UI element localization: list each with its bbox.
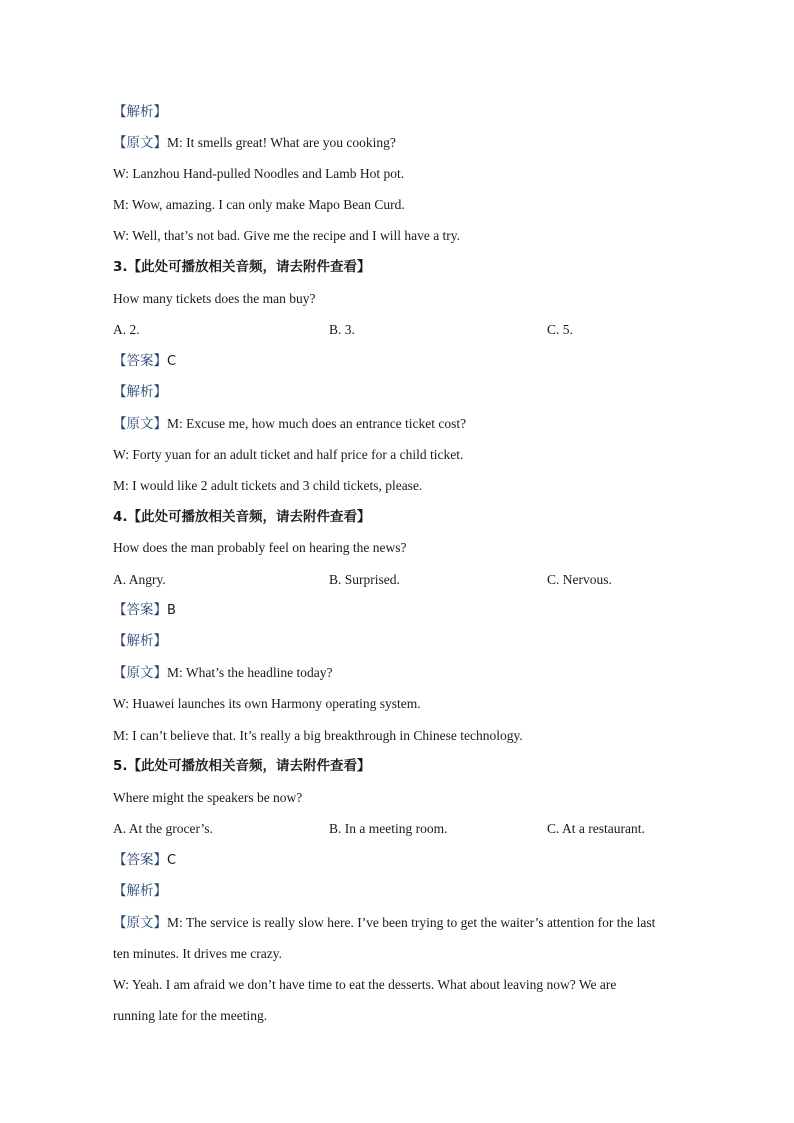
transcript-line: 【原文】M: What’s the headline today? — [113, 665, 333, 681]
question-5-header: 5.【此处可播放相关音频，请去附件查看】 — [113, 758, 371, 774]
question-5-answer: 【答案】C — [113, 852, 177, 868]
question-3-header: 3.【此处可播放相关音频，请去附件查看】 — [113, 259, 371, 275]
question-4-answer: 【答案】B — [113, 602, 176, 618]
transcript-tag: 【原文】 — [113, 135, 167, 151]
answer-value: C — [167, 354, 177, 369]
transcript-line: W: Huawei launches its own Harmony operating system. — [113, 696, 421, 711]
analysis-tag: 【解析】 — [113, 104, 167, 120]
transcript-line: ten minutes. It drives me crazy. — [113, 946, 282, 961]
question-3-text: How many tickets does the man buy? — [113, 291, 316, 306]
question-3-analysis: 【解析】 — [113, 384, 167, 400]
question-3-options — [113, 319, 694, 341]
transcript-line: 【原文】M: The service is really slow here. I’ve been trying to get the waiter’s attention for the last — [113, 915, 656, 931]
option-a: A. Angry. — [113, 572, 166, 587]
question-4-header: 4.【此处可播放相关音频，请去附件查看】 — [113, 509, 371, 525]
answer-value: C — [167, 853, 177, 868]
transcript-text: M: It smells great! What are you cooking? — [167, 135, 396, 150]
option-c: C. 5. — [547, 322, 573, 337]
question-5-analysis: 【解析】 — [113, 883, 167, 899]
transcript-line — [113, 132, 694, 154]
question-4-text: How does the man probably feel on hearing the news? — [113, 540, 407, 555]
option-a: A. At the grocer’s. — [113, 821, 213, 836]
transcript-line: W: Forty yuan for an adult ticket and half price for a child ticket. — [113, 447, 464, 462]
answer-value: B — [167, 603, 176, 618]
option-c: C. Nervous. — [547, 572, 612, 587]
option-c: C. At a restaurant. — [547, 821, 645, 836]
question-4-analysis: 【解析】 — [113, 633, 167, 649]
option-b: B. Surprised. — [329, 572, 400, 587]
question-4-options — [113, 569, 694, 591]
option-b: B. 3. — [329, 322, 355, 337]
transcript-line: running late for the meeting. — [113, 1008, 268, 1023]
analysis-heading — [113, 101, 694, 123]
option-a: A. 2. — [113, 322, 140, 337]
transcript-line: M: I can’t believe that. It’s really a big breakthrough in Chinese technology. — [113, 728, 523, 743]
question-3-answer: 【答案】C — [113, 353, 177, 369]
transcript-line: W: Yeah. I am afraid we don’t have time to eat the desserts. What about leaving now? We are — [113, 977, 617, 992]
transcript-line: 【原文】M: Excuse me, how much does an entrance ticket cost? — [113, 416, 467, 432]
transcript-line: M: Wow, amazing. I can only make Mapo Bean Curd. — [113, 197, 405, 212]
transcript-line: W: Well, that’s not bad. Give me the recipe and I will have a try. — [113, 228, 461, 243]
transcript-line: M: I would like 2 adult tickets and 3 child tickets, please. — [113, 478, 423, 493]
option-b: B. In a meeting room. — [329, 821, 448, 836]
question-5-options — [113, 818, 694, 840]
transcript-line: W: Lanzhou Hand-pulled Noodles and Lamb Hot pot. — [113, 166, 405, 181]
question-5-text: Where might the speakers be now? — [113, 790, 303, 805]
